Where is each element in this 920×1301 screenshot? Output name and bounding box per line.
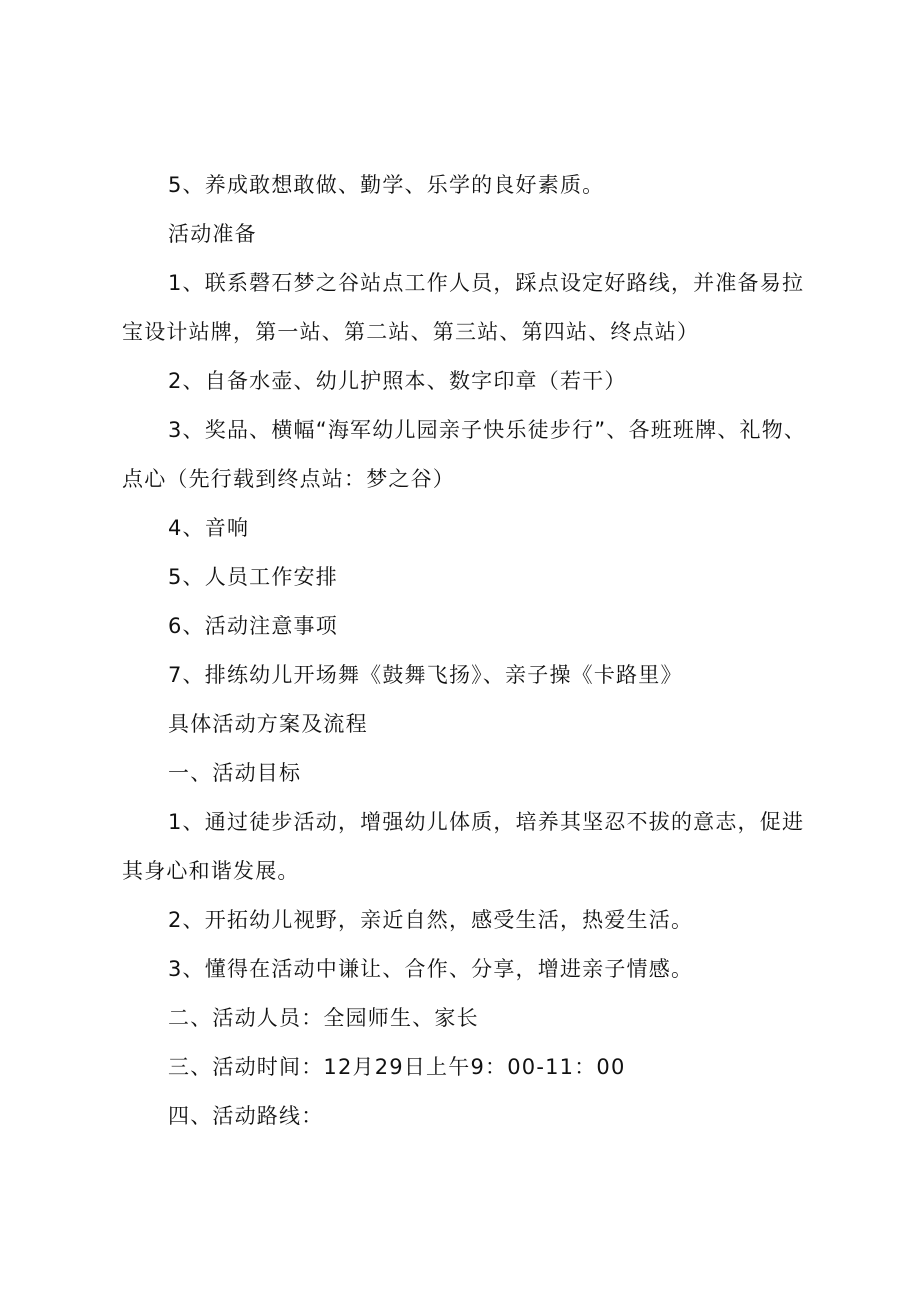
paragraph-prep-1: 1、联系磬石梦之谷站点工作人员，踩点设定好路线，并准备易拉宝设计站牌，第一站、第二站、第三站、第四站、终点站） xyxy=(122,271,805,344)
paragraph-prep-3: 3、奖品、横幅“海军幼儿园亲子快乐徒步行”、各班班牌、礼物、点心（先行载到终点站：梦之谷） xyxy=(122,418,807,491)
paragraph-goal-2: 2、开拓幼儿视野，亲近自然，感受生活，热爱生活。 xyxy=(168,908,694,932)
paragraph-goal-3: 3、懂得在活动中谦让、合作、分享，增进亲子情感。 xyxy=(168,957,694,981)
paragraph-time: 三、活动时间：12月29日上午9：00-11：00 xyxy=(168,1055,626,1079)
paragraph-goal-5: 5、养成敢想敢做、勤学、乐学的良好素质。 xyxy=(168,173,605,197)
paragraph-participants: 二、活动人员：全园师生、家长 xyxy=(168,1006,479,1030)
heading-activity-preparation: 活动准备 xyxy=(168,222,257,246)
paragraph-prep-4: 4、音响 xyxy=(168,516,250,540)
paragraph-route: 四、活动路线： xyxy=(168,1104,324,1128)
paragraph-prep-2: 2、自备水壶、幼儿护照本、数字印章（若干） xyxy=(168,369,627,393)
heading-activity-plan: 具体活动方案及流程 xyxy=(168,712,368,736)
paragraph-goal-1: 1、通过徒步活动，增强幼儿体质，培养其坚忍不拔的意志，促进其身心和谐发展。 xyxy=(122,810,805,883)
heading-activity-goals: 一、活动目标 xyxy=(168,761,302,785)
paragraph-prep-7: 7、排练幼儿开场舞《鼓舞飞扬》、亲子操《卡路里》 xyxy=(168,663,683,687)
paragraph-prep-5: 5、人员工作安排 xyxy=(168,565,338,589)
paragraph-prep-6: 6、活动注意事项 xyxy=(168,614,338,638)
